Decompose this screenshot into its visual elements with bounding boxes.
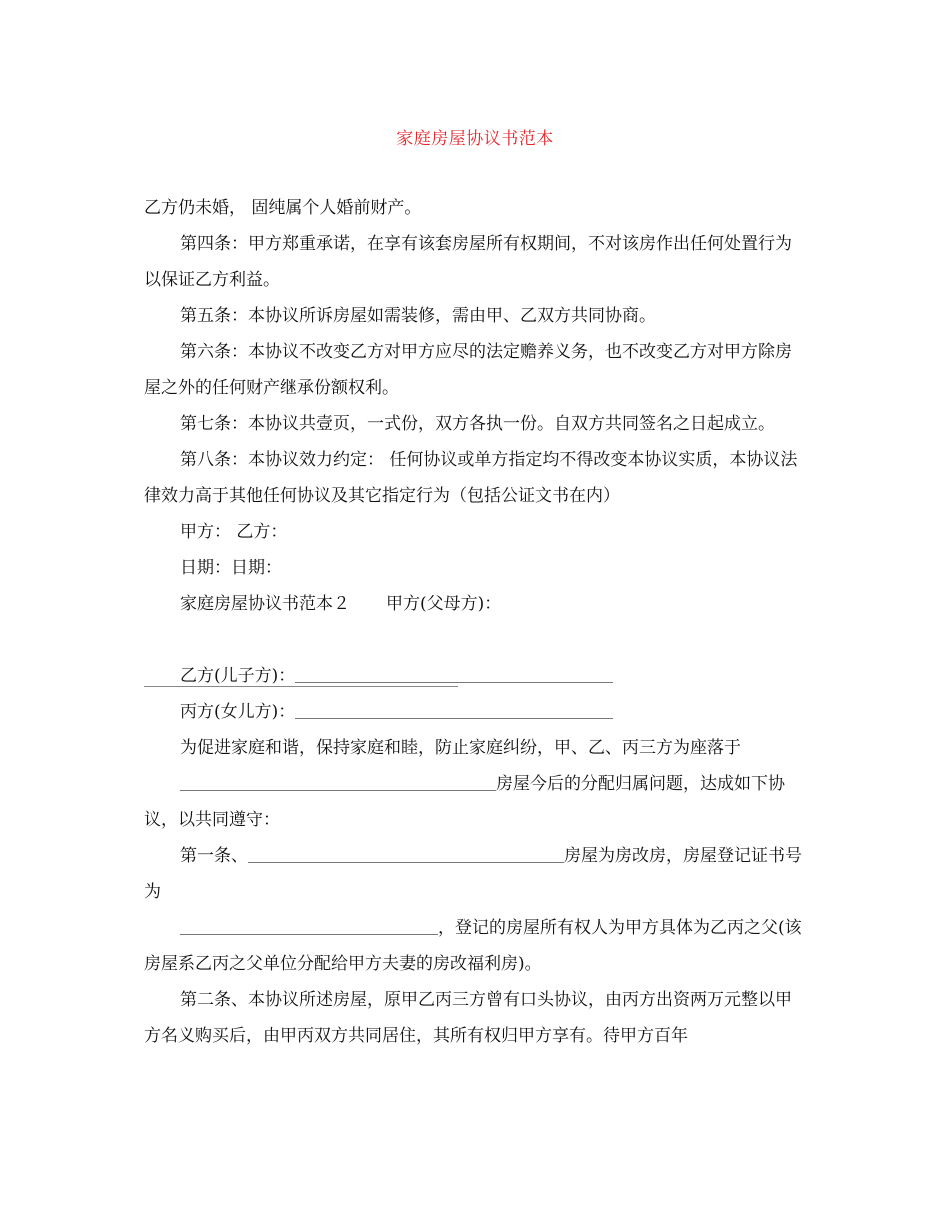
clause-1 xyxy=(144,838,802,910)
signature-parties: 甲方： 乙方： xyxy=(180,522,288,542)
preamble: 为促进家庭和谐，保持家庭和睦，防止家庭纠纷，甲、乙、丙三方为座落于 xyxy=(180,738,741,758)
clause-8: 第八条：本协议效力约定： 任何协议或单方指定均不得改变本协议实质，本协议法律效力高于其他任何协议及其它指定行为（包括公证文书在内） xyxy=(144,450,798,506)
property-blank xyxy=(248,861,564,863)
preamble-continued xyxy=(144,766,802,838)
clause-1-continued-text: ，登记的房屋所有权人为甲方具体为乙丙之父(该房屋系乙丙之父单位分配给甲方夫妻的房改福利房)。 xyxy=(144,918,802,974)
document-title: 家庭房屋协议书范本 xyxy=(396,129,554,149)
template-2-heading xyxy=(144,586,802,622)
certificate-number-blank xyxy=(180,933,438,935)
clause-4: 第四条：甲方郑重承诺，在享有该套房屋所有权期间，不对该房作出任何处置行为以保证乙方利益。 xyxy=(144,234,792,290)
signature-dates: 日期：日期： xyxy=(180,558,282,578)
location-blank xyxy=(180,789,496,791)
party-c-line xyxy=(144,694,802,730)
clause-1-continued xyxy=(144,910,802,982)
document-body xyxy=(144,190,802,1054)
party-a-label: 甲方(父母方)： xyxy=(386,594,502,614)
party-c-blank xyxy=(295,717,613,719)
clause-6: 第六条：本协议不改变乙方对甲方应尽的法定赡养义务，也不改变乙方对甲方除房屋之外的任何财产继承份额权利。 xyxy=(144,342,792,398)
clause-7: 第七条：本协议共壹页，一式份，双方各执一份。自双方共同签名之日起成立。 xyxy=(180,414,775,434)
paragraph-1: 乙方仍未婚， 固纯属个人婚前财产。 xyxy=(144,198,422,218)
party-c-label: 丙方(女儿方)： xyxy=(180,702,296,722)
preamble-text: 房屋今后的分配归属问题，达成如下协议，以共同遵守： xyxy=(144,774,785,830)
clause-1-text: 房屋为房改房，房屋登记证书号为 xyxy=(144,846,802,902)
party-a-blank-line xyxy=(144,622,802,658)
clause-2: 第二条、本协议所述房屋，原甲乙丙三方曾有口头协议，由丙方出资两万元整以甲方名义购买后，由甲丙双方共同居住，其所有权归甲方享有。待甲方百年 xyxy=(144,990,792,1046)
party-b-blank xyxy=(295,681,613,683)
clause-1-label: 第一条、 xyxy=(180,846,248,866)
template-2-title: 家庭房屋协议书范本２ xyxy=(180,594,350,614)
party-b-line xyxy=(144,658,802,694)
party-b-label: 乙方(儿子方)： xyxy=(180,666,296,686)
clause-5: 第五条：本协议所诉房屋如需装修，需由甲、乙双方共同协商。 xyxy=(180,306,656,326)
party-a-blank xyxy=(144,686,458,687)
